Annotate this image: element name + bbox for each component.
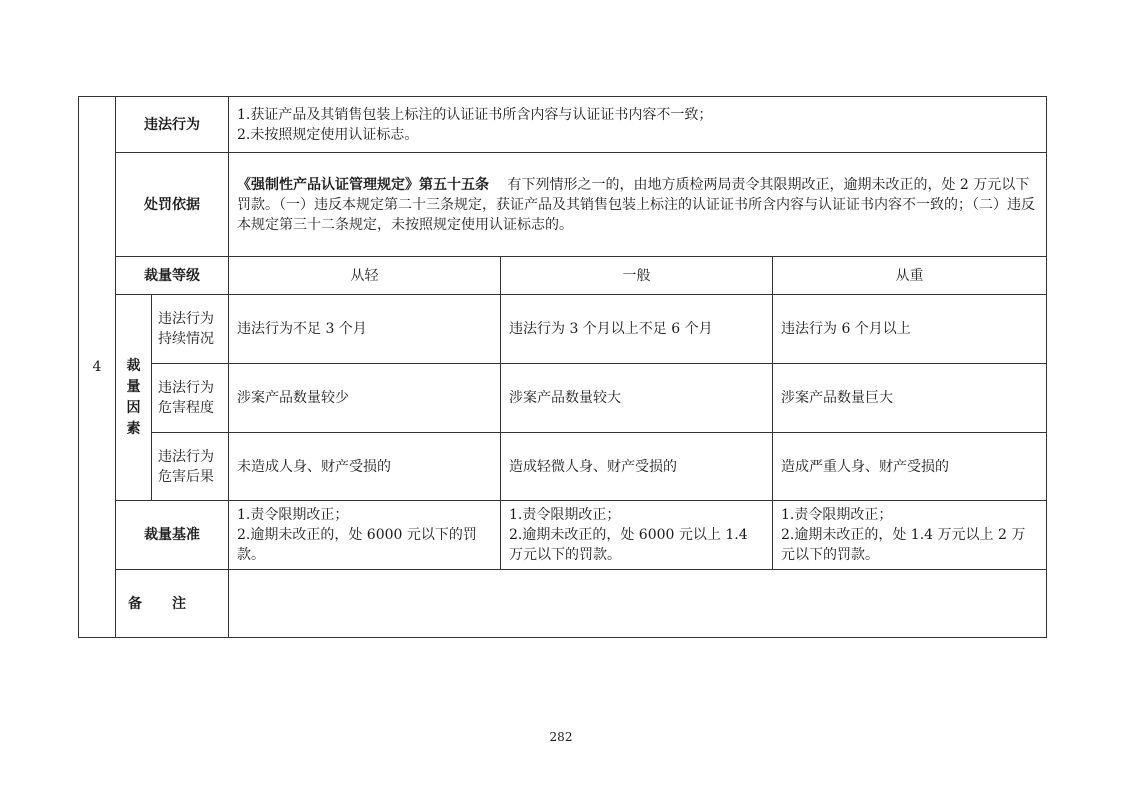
standard-line: 1.责令限期改正； <box>509 507 621 523</box>
violation-content <box>229 97 1047 153</box>
factor-name-line: 违法行为 <box>158 380 214 396</box>
penalty-basis-content <box>229 153 1047 257</box>
penalty-basis-text: 有下列情形之一的，由地方质检两局责令其限期改正，逾期未改正的，处 2 万元以下罚款。（一）违反本规定第二十三条规定，获证产品及其销售包装上标注的认证证书所含内容与认证证书内容不一致的；（二）违反本规定第三十二条规定，未按照规定使用认证标志的。 <box>237 176 1035 233</box>
remarks-row <box>79 570 1047 638</box>
violation-row <box>79 97 1047 153</box>
factor-name-line: 违法行为 <box>158 448 214 465</box>
standard-line: 2.逾期未改正的，处 1.4 万元以上 2 万元以下的罚款。 <box>781 527 1026 563</box>
factor-name-line: 危害后果 <box>158 468 214 485</box>
grade-header-row <box>79 257 1047 295</box>
factor-row <box>79 433 1047 501</box>
grade-general: 一般 <box>501 257 773 295</box>
violation-line-1: 1.获证产品及其销售包装上标注的认证证书所含内容与认证证书内容不一致； <box>237 106 713 123</box>
factor-name-line: 危害程度 <box>158 400 214 416</box>
grade-heavy: 从重 <box>773 257 1047 295</box>
factor-general: 涉案产品数量较大 <box>501 364 773 433</box>
factor-heavy: 造成严重人身、财产受损的 <box>773 433 1047 501</box>
standard-line: 1.责令限期改正； <box>781 507 893 523</box>
standard-line: 2.逾期未改正的，处 6000 元以下的罚款。 <box>237 527 477 563</box>
page-number: 282 <box>549 730 573 744</box>
factor-general: 违法行为 3 个月以上不足 6 个月 <box>501 295 773 364</box>
penalty-discretion-table <box>78 96 1047 638</box>
standard-line: 1.责令限期改正； <box>237 507 349 523</box>
grade-light: 从轻 <box>229 257 501 295</box>
standard-general <box>501 501 773 570</box>
factor-row <box>79 295 1047 364</box>
factor-header-char: 裁 <box>126 357 141 374</box>
factor-row <box>79 364 1047 433</box>
factor-header-char: 因 <box>126 399 141 416</box>
grade-label: 裁量等级 <box>116 257 229 295</box>
factor-light: 涉案产品数量较少 <box>229 364 501 433</box>
factor-general: 造成轻微人身、财产受损的 <box>501 433 773 501</box>
remarks-label: 备注 <box>116 570 229 638</box>
standard-row <box>79 501 1047 570</box>
regulation-reference: 《强制性产品认证管理规定》第五十五条 <box>237 176 489 193</box>
violation-label: 违法行为 <box>116 97 229 153</box>
factor-header-char: 量 <box>126 378 141 395</box>
violation-line-2: 2.未按照规定使用认证标志。 <box>237 126 419 143</box>
standard-line: 2.逾期未改正的，处 6000 元以上 1.4 万元以下的罚款。 <box>509 527 748 563</box>
factor-heavy: 违法行为 6 个月以上 <box>773 295 1047 364</box>
standard-heavy <box>773 501 1047 570</box>
penalty-basis-label: 处罚依据 <box>116 153 229 257</box>
factor-light: 未造成人身、财产受损的 <box>229 433 501 501</box>
factor-name <box>152 433 229 501</box>
standard-light <box>229 501 501 570</box>
remarks-value <box>229 570 1047 638</box>
factor-header <box>116 295 152 501</box>
factor-name <box>152 295 229 364</box>
penalty-basis-row <box>79 153 1047 257</box>
factor-light: 违法行为不足 3 个月 <box>229 295 501 364</box>
factor-heavy: 涉案产品数量巨大 <box>773 364 1047 433</box>
factor-name <box>152 364 229 433</box>
standard-label: 裁量基准 <box>116 501 229 570</box>
item-number: 4 <box>79 97 116 638</box>
factor-name-line: 持续情况 <box>158 331 214 347</box>
factor-name-line: 违法行为 <box>158 311 214 327</box>
factor-header-char: 素 <box>126 420 141 437</box>
